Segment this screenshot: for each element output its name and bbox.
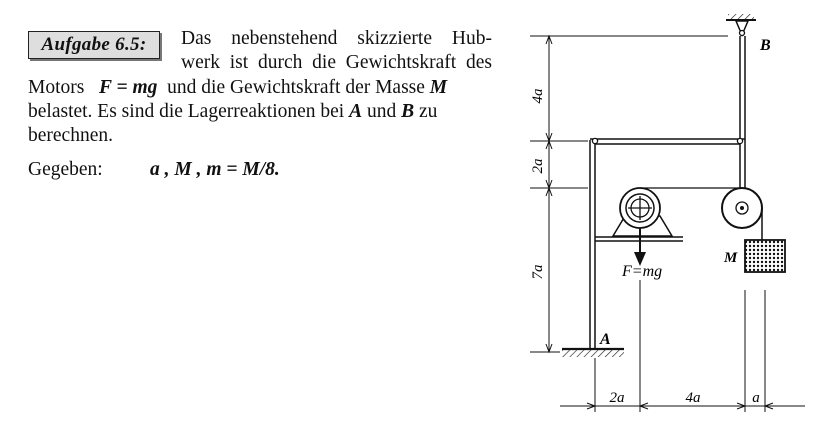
frame-column: [590, 140, 595, 348]
mass-label: M: [724, 250, 738, 266]
text-zu: zu: [419, 101, 438, 122]
dim-7a-vertical: 7a: [530, 264, 546, 280]
motor: [613, 188, 672, 236]
symbol-mass: M: [429, 77, 448, 98]
text-line-2: werk ist durch die Gewichtskraft des: [181, 52, 492, 73]
ceiling-support-B: [726, 14, 756, 36]
dim-4a-horizontal: 4a: [685, 390, 701, 406]
text-line-1: Das nebenstehend skizzierte Hub-: [181, 28, 492, 49]
support-rod: [740, 36, 745, 195]
dim-a-horizontal: a: [752, 390, 760, 406]
given-values: a , M , m = M/8.: [150, 159, 280, 180]
dim-4a-vertical: 4a: [530, 88, 546, 104]
text-bearing-reactions: belastet. Es sind die Lagerreaktionen bei: [28, 101, 345, 122]
support-A-label: A: [600, 331, 611, 348]
given-label: Gegeben:: [28, 159, 103, 180]
symbol-A: A: [349, 101, 363, 122]
text-weight-of-mass: und die Gewichtskraft der Masse: [167, 77, 425, 98]
text-und: und: [366, 101, 397, 122]
formula-force: F = mg: [98, 77, 158, 98]
support-B-label: B: [760, 37, 771, 54]
ground-support-A: [562, 349, 624, 357]
dim-2a-vertical: 2a: [530, 158, 546, 174]
dim-2a-horizontal: 2a: [609, 390, 625, 406]
mass-block: [745, 240, 785, 272]
force-label: F=mg: [622, 263, 663, 280]
task-number-label: Aufgabe 6.5:: [28, 31, 160, 59]
frame-top-beam: [590, 138, 745, 144]
text-motors: Motors: [28, 77, 85, 98]
horizontal-dimensions: [560, 280, 805, 412]
symbol-B: B: [401, 101, 415, 122]
text-line-5: berechnen.: [28, 125, 113, 146]
pulley: [722, 188, 762, 228]
